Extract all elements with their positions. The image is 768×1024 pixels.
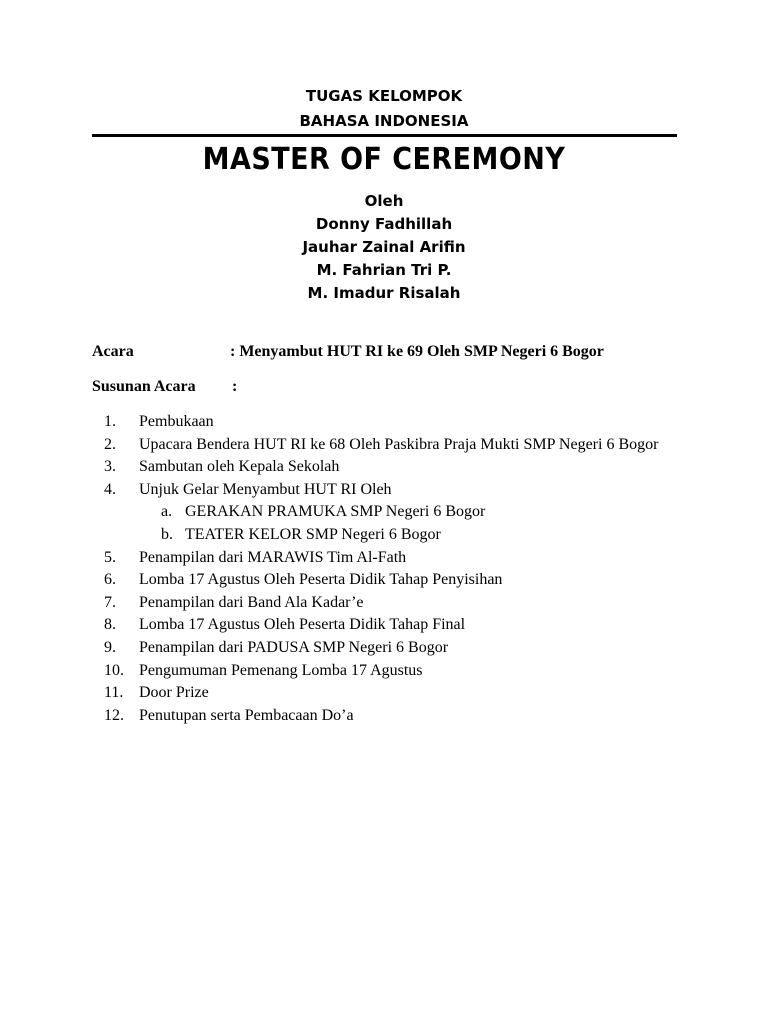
item-text: Penampilan dari PADUSA SMP Negeri 6 Bogor (139, 638, 449, 656)
item-number: 8. (104, 616, 116, 634)
list-item (104, 660, 669, 683)
list-item (104, 456, 669, 479)
header-line-1: TUGAS KELOMPOK (305, 87, 463, 105)
item-number: 4. (104, 480, 116, 498)
sub-list-item (104, 524, 669, 547)
list-item (104, 592, 669, 615)
acara-label: Acara (92, 343, 134, 360)
item-text: Penampilan dari MARAWIS Tim Al-Fath (139, 548, 407, 566)
sub-item-text: GERAKAN PRAMUKA SMP Negeri 6 Bogor (185, 503, 486, 521)
item-number: 2. (104, 435, 116, 453)
agenda-list (104, 411, 669, 727)
list-item (104, 569, 669, 592)
item-number: 10. (104, 661, 124, 679)
item-number: 6. (104, 571, 116, 589)
item-number: 5. (104, 548, 116, 566)
author-name: M. Fahrian Tri P. (316, 261, 452, 279)
item-text: Penutupan serta Pembacaan Do’a (139, 706, 354, 724)
sub-item-letter: b. (161, 525, 173, 543)
item-text: Unjuk Gelar Menyambut HUT RI Oleh (139, 480, 392, 498)
list-item (104, 479, 669, 502)
list-item (104, 547, 669, 570)
item-text: Lomba 17 Agustus Oleh Peserta Didik Tahap Penyisihan (139, 571, 503, 589)
sub-item-letter: a. (161, 503, 173, 521)
item-text: Upacara Bendera HUT RI ke 68 Oleh Paskibra Praja Mukti SMP Negeri 6 Bogor (139, 435, 659, 453)
list-item (104, 434, 669, 457)
list-item (104, 637, 669, 660)
byline-label: Oleh (364, 192, 404, 210)
item-number: 1. (104, 413, 116, 430)
list-item (104, 614, 669, 637)
item-number: 11. (104, 684, 124, 702)
item-text: Door Prize (139, 684, 209, 702)
item-number: 12. (104, 706, 124, 724)
item-number: 3. (104, 458, 116, 476)
header-line-2: BAHASA INDONESIA (299, 112, 469, 130)
author-name: Jauhar Zainal Arifin (302, 238, 466, 256)
item-text: Penampilan dari Band Ala Kadar’e (139, 593, 364, 611)
acara-value: : Menyambut HUT RI ke 69 Oleh SMP Negeri 6 Bogor (230, 343, 604, 360)
list-item (104, 682, 669, 705)
item-text: Sambutan oleh Kepala Sekolah (139, 458, 340, 476)
document-title: MASTER OF CEREMONY (202, 142, 566, 177)
item-number: 7. (104, 593, 116, 611)
item-text: Lomba 17 Agustus Oleh Peserta Didik Tahap Final (139, 616, 466, 634)
list-item (104, 411, 669, 434)
author-name: M. Imadur Risalah (307, 284, 461, 302)
item-text: Pengumuman Pemenang Lomba 17 Agustus (139, 661, 423, 679)
sub-item-text: TEATER KELOR SMP Negeri 6 Bogor (185, 525, 441, 543)
item-number: 9. (104, 638, 116, 656)
sub-list-item (104, 501, 669, 524)
author-name: Donny Fadhillah (315, 215, 453, 233)
susunan-acara-label: Susunan Acara (92, 378, 196, 395)
item-text: Pembukaan (139, 413, 214, 430)
header-divider (92, 134, 677, 137)
susunan-acara-colon: : (232, 378, 238, 395)
list-item (104, 705, 669, 728)
